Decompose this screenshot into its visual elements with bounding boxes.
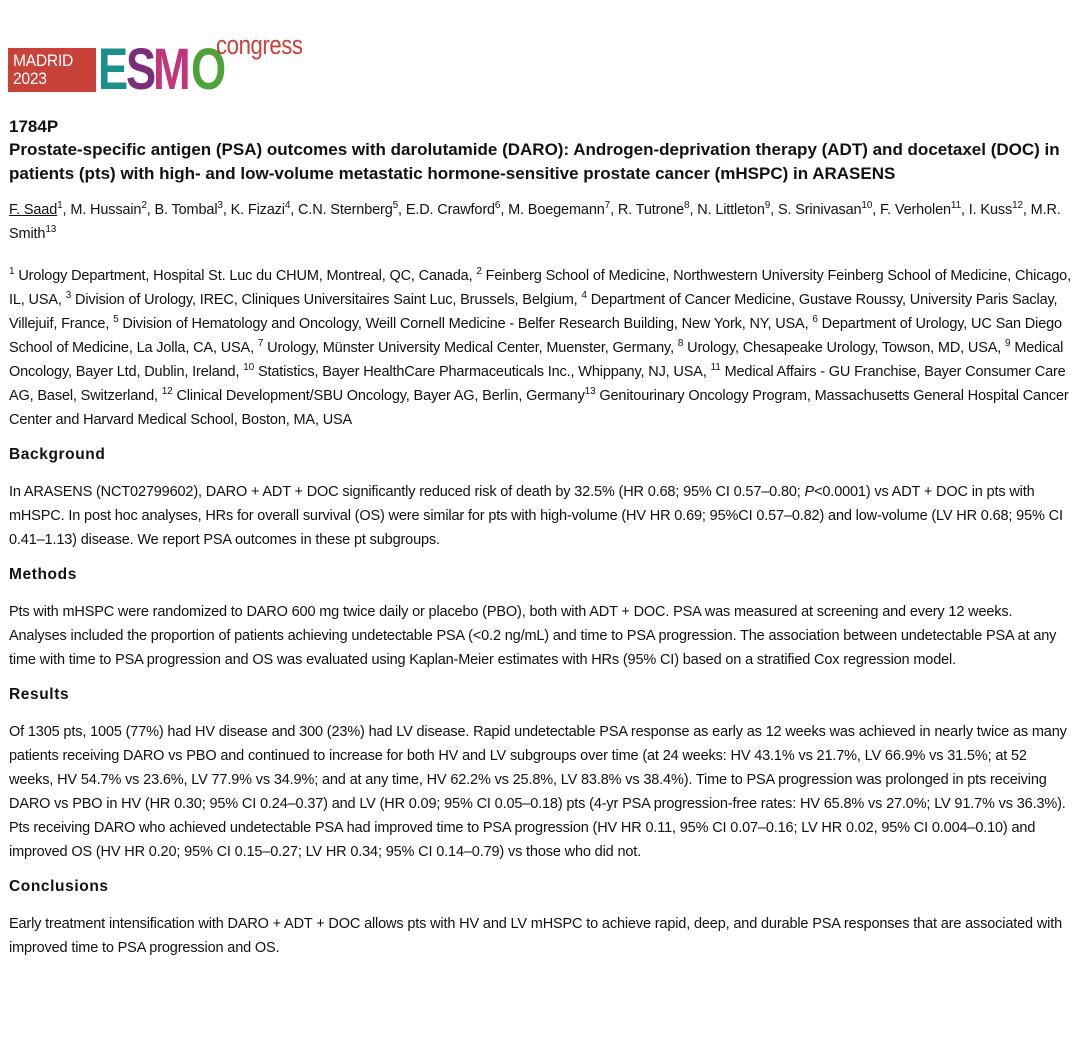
affiliation-number: 13 — [584, 386, 596, 397]
section-heading-results: Results — [9, 686, 70, 703]
author-affiliation-number: 6 — [494, 200, 501, 211]
logo-city: MADRID — [13, 51, 74, 70]
results-text: Of 1305 pts, 1005 (77%) had HV disease and 300 (23%) had LV disease. Rapid undetectable PSA response as early as 12 weeks was achieved in nearly twice as many patients receiving DARO vs PBO and continued to increase for both HV and LV subgroups over time (at 24 weeks: HV 43.1% vs 21.7%, LV 66.9% vs 31.5%; at 52 weeks, HV 54.7% vs 23.6%, LV 77.9% vs 34.9%; and at any time, HV 62.2% vs 25.8%, LV 83.8% vs 38.4%). Time to PSA progression was prolonged in pts receiving DARO vs PBO in HV (HR 0.30; 95% CI 0.24–0.37) and LV (HR 0.09; 95% CI 0.05–0.18) pts (4-yr PSA progression-free rates: HV 65.8% vs 27.0%; LV 91.7% vs 36.3%). Pts receiving DARO who achieved undetectable PSA had improved time to PSA progression (HV HR 0.11, 95% CI 0.07–0.16; LV HR 0.02, 95% CI 0.004–0.10) and improved OS (HV HR 0.20; 95% CI 0.15–0.27; LV HR 0.34; 95% CI 0.14–0.79) vs those who did not. — [9, 724, 1067, 860]
author-affiliation-number: 7 — [604, 200, 611, 211]
background-text — [9, 480, 1071, 552]
author-name: F. Saad — [9, 202, 58, 218]
author-affiliation-number: 2 — [141, 200, 147, 211]
affiliation-text: Genitourinary Oncology Program, Massachusetts General Hospital Cancer Center and Harvard Medical School, Boston, MA, USA — [9, 388, 1069, 428]
author-affiliation-number: 12 — [1012, 200, 1023, 211]
author-name: E.D. Crawford — [405, 202, 495, 218]
author-affiliation-number: 3 — [217, 200, 223, 211]
affiliation-number: 5 — [113, 314, 119, 325]
affiliation-text: Division of Hematology and Oncology, Weill Cornell Medicine - Belfer Research Building, New York, NY, USA — [122, 316, 805, 332]
affiliation-number: 11 — [710, 362, 721, 373]
author-affiliation-number: 1 — [57, 200, 63, 211]
author-name: B. Tombal — [154, 202, 218, 218]
affiliation-number: 9 — [1005, 338, 1011, 349]
affiliation-text: Medical Affairs - GU Franchise, Bayer Consumer Care AG, Basel, Switzerland — [9, 364, 1066, 404]
affiliation-text: Clinical Development/SBU Oncology, Bayer AG, Berlin, Germany — [176, 388, 585, 404]
logo-letter-m: M — [153, 37, 192, 102]
affiliation-text: Urology Department, Hospital St. Luc du CHUM, Montreal, QC, Canada — [18, 268, 469, 284]
conclusions-text: Early treatment intensification with DARO + ADT + DOC allows pts with HV and LV mHSPC to achieve rapid, deep, and durable PSA responses that are associated with improved time to PSA progression and OS. — [9, 916, 1063, 956]
section-heading-conclusions: Conclusions — [9, 878, 109, 895]
affiliation-number: 10 — [243, 362, 255, 373]
section-heading-background: Background — [9, 446, 106, 463]
author-affiliation-number: 11 — [950, 200, 962, 211]
affiliation-number: 2 — [476, 266, 482, 277]
author-name: F. Verholen — [880, 202, 951, 218]
affiliation-text: Medical Oncology, Bayer Ltd, Dublin, Ireland — [9, 340, 1064, 380]
author-name: M.R. Smith — [9, 202, 1061, 242]
logo-tagline: congress — [216, 30, 303, 60]
author-affiliation-number: 10 — [861, 200, 873, 211]
author-affiliation-number: 4 — [284, 200, 291, 211]
methods-text: Pts with mHSPC were randomized to DARO 600 mg twice daily or placebo (PBO), both with ADT + DOC. PSA was measured at screening and every 12 weeks. Analyses included the proportion of patients achieving undetectable PSA (<0.2 ng/mL) and time to PSA progression. The association between undetectable PSA at any time with time to PSA progression and OS was evaluated using Kaplan-Meier estimates with HRs (95% CI) based on a stratified Cox regression model. — [9, 604, 1057, 668]
author-name: S. Srinivasan — [777, 202, 862, 218]
affiliation-text: Department of Cancer Medicine, Gustave Roussy, University Paris Saclay, Villejuif, France — [9, 292, 1058, 332]
background-text-part: In ARASENS (NCT02799602), DARO + ADT + DOC significantly reduced risk of death by 32.5% (HR 0.68; 95% CI 0.57–0.80; — [9, 484, 805, 500]
author-name: K. Fizazi — [230, 202, 285, 218]
author-name: N. Littleton — [697, 202, 765, 218]
author-name: M. Hussain — [70, 202, 142, 218]
abstract-title: Prostate-specific antigen (PSA) outcomes with darolutamide (DARO): Androgen-deprivation therapy (ADT) and docetaxel (DOC) in patients (pts) with high- and low-volume metastatic hormone-sensitive prostate cancer (mHSPC) in ARASENS — [9, 140, 1060, 183]
author-name: I. Kuss — [968, 202, 1013, 218]
logo-letter-e: E — [98, 37, 129, 102]
author-affiliation-number: 8 — [684, 200, 690, 211]
background-p-italic: P — [804, 484, 815, 500]
author-affiliation-number: 9 — [764, 200, 771, 211]
affiliation-text: Division of Urology, IREC, Cliniques Universitaires Saint Luc, Brussels, Belgium — [75, 292, 574, 308]
affiliation-number: 8 — [677, 338, 684, 349]
affiliation-number: 7 — [257, 338, 264, 349]
affiliation-list: $^1$ Urology Department, Hospital St. Luc du CHUM, Montreal, QC, Canada, $^2$ Feinberg School of Medicine, Northwestern University Feinberg School of Medicine, Chicago, IL, USA, $^3$ Division of Urology, IREC, Cliniques Universitaires Saint Luc, Brussels, Belgium, $^4$ Department of Cancer Medicine, Gustave Roussy, University Paris Saclay, Villejuif, France, $^5$ Division of Hematology and Oncology, Weill Cornell Medicine - Belfer Research Building, New York, NY, USA, $^6$ Department of Urology, UC San Diego School of Medicine, La Jolla, CA, USA, $^7$ Urology, Münster University Medical Center, Muenster, Germany, $^8$ Urology, Chesapeake Urology, Towson, MD, USA, $^9$ Medical Oncology, Bayer Ltd, Dublin, Ireland, $^{10}$ Statistics, Bayer HealthCare Pharmaceuticals Inc., Whippany, NJ, USA, $^{11}$ Medical Affairs - GU Franchise, Bayer Consumer Care AG, Basel, Switzerland, $^{12}$ Clinical Development/SBU Oncology, Bayer AG, Berlin, Germany$^{13}$ Genitourinary Oncology Program, Massachusetts General Hospital Cancer Center and Harvard Medical School, Boston, MA, USA — [9, 266, 1071, 428]
abstract-id: 1784P — [9, 117, 59, 136]
author-affiliation-number: 13 — [45, 224, 57, 235]
affiliation-text: Department of Urology, UC San Diego School of Medicine, La Jolla, CA, USA — [9, 316, 1062, 356]
affiliation-text: Statistics, Bayer HealthCare Pharmaceuticals Inc., Whippany, NJ, USA — [257, 364, 703, 380]
affiliation-number: 4 — [581, 290, 587, 301]
author-affiliation-number: 5 — [392, 200, 399, 211]
affiliation-text: Feinberg School of Medicine, Northwestern University Feinberg School of Medicine, Chicago, IL, USA — [9, 268, 1071, 308]
author-list: F. Saad$^1$, M. Hussain$^2$, B. Tombal$^3$, K. Fizazi$^4$, C.N. Sternberg$^5$, E.D. Crawford$^6$, M. Boegemann$^7$, R. Tutrone$^8$, N. Littleton$^9$, S. Srinivasan$^{10}$, F. Verholen$^{11}$, I. Kuss$^{12}$, M.R. Smith$^{13}$ — [9, 200, 1061, 242]
background-text-part: <0.0001) vs ADT + DOC in pts with mHSPC. In post hoc analyses, HRs for overall survival (OS) were similar for pts with high-volume (HV HR 0.69; 95%CI 0.57–0.82) and low-volume (LV HR 0.68; 95% CI 0.41–1.13) disease. We report PSA outcomes in these pt subgroups. — [9, 484, 1063, 548]
logo-letter-s: S — [125, 37, 156, 102]
section-heading-methods: Methods — [9, 566, 77, 583]
affiliation-text: Urology, Chesapeake Urology, Towson, MD, USA — [687, 340, 998, 356]
author-name: C.N. Sternberg — [298, 202, 393, 218]
esmo-wordmark — [98, 36, 226, 102]
author-name: M. Boegemann — [508, 202, 605, 218]
affiliation-number: 1 — [9, 266, 15, 277]
affiliation-number: 6 — [812, 314, 818, 325]
abstract — [9, 116, 1071, 972]
affiliation-text: Urology, Münster University Medical Center, Muenster, Germany — [267, 340, 671, 356]
affiliation-number: 12 — [161, 386, 173, 397]
author-name: R. Tutrone — [617, 202, 685, 218]
logo-year: 2023 — [13, 69, 47, 88]
madrid-2023-badge — [8, 48, 96, 92]
logo-letter-o: O — [190, 37, 226, 102]
affiliation-number: 3 — [65, 290, 72, 301]
